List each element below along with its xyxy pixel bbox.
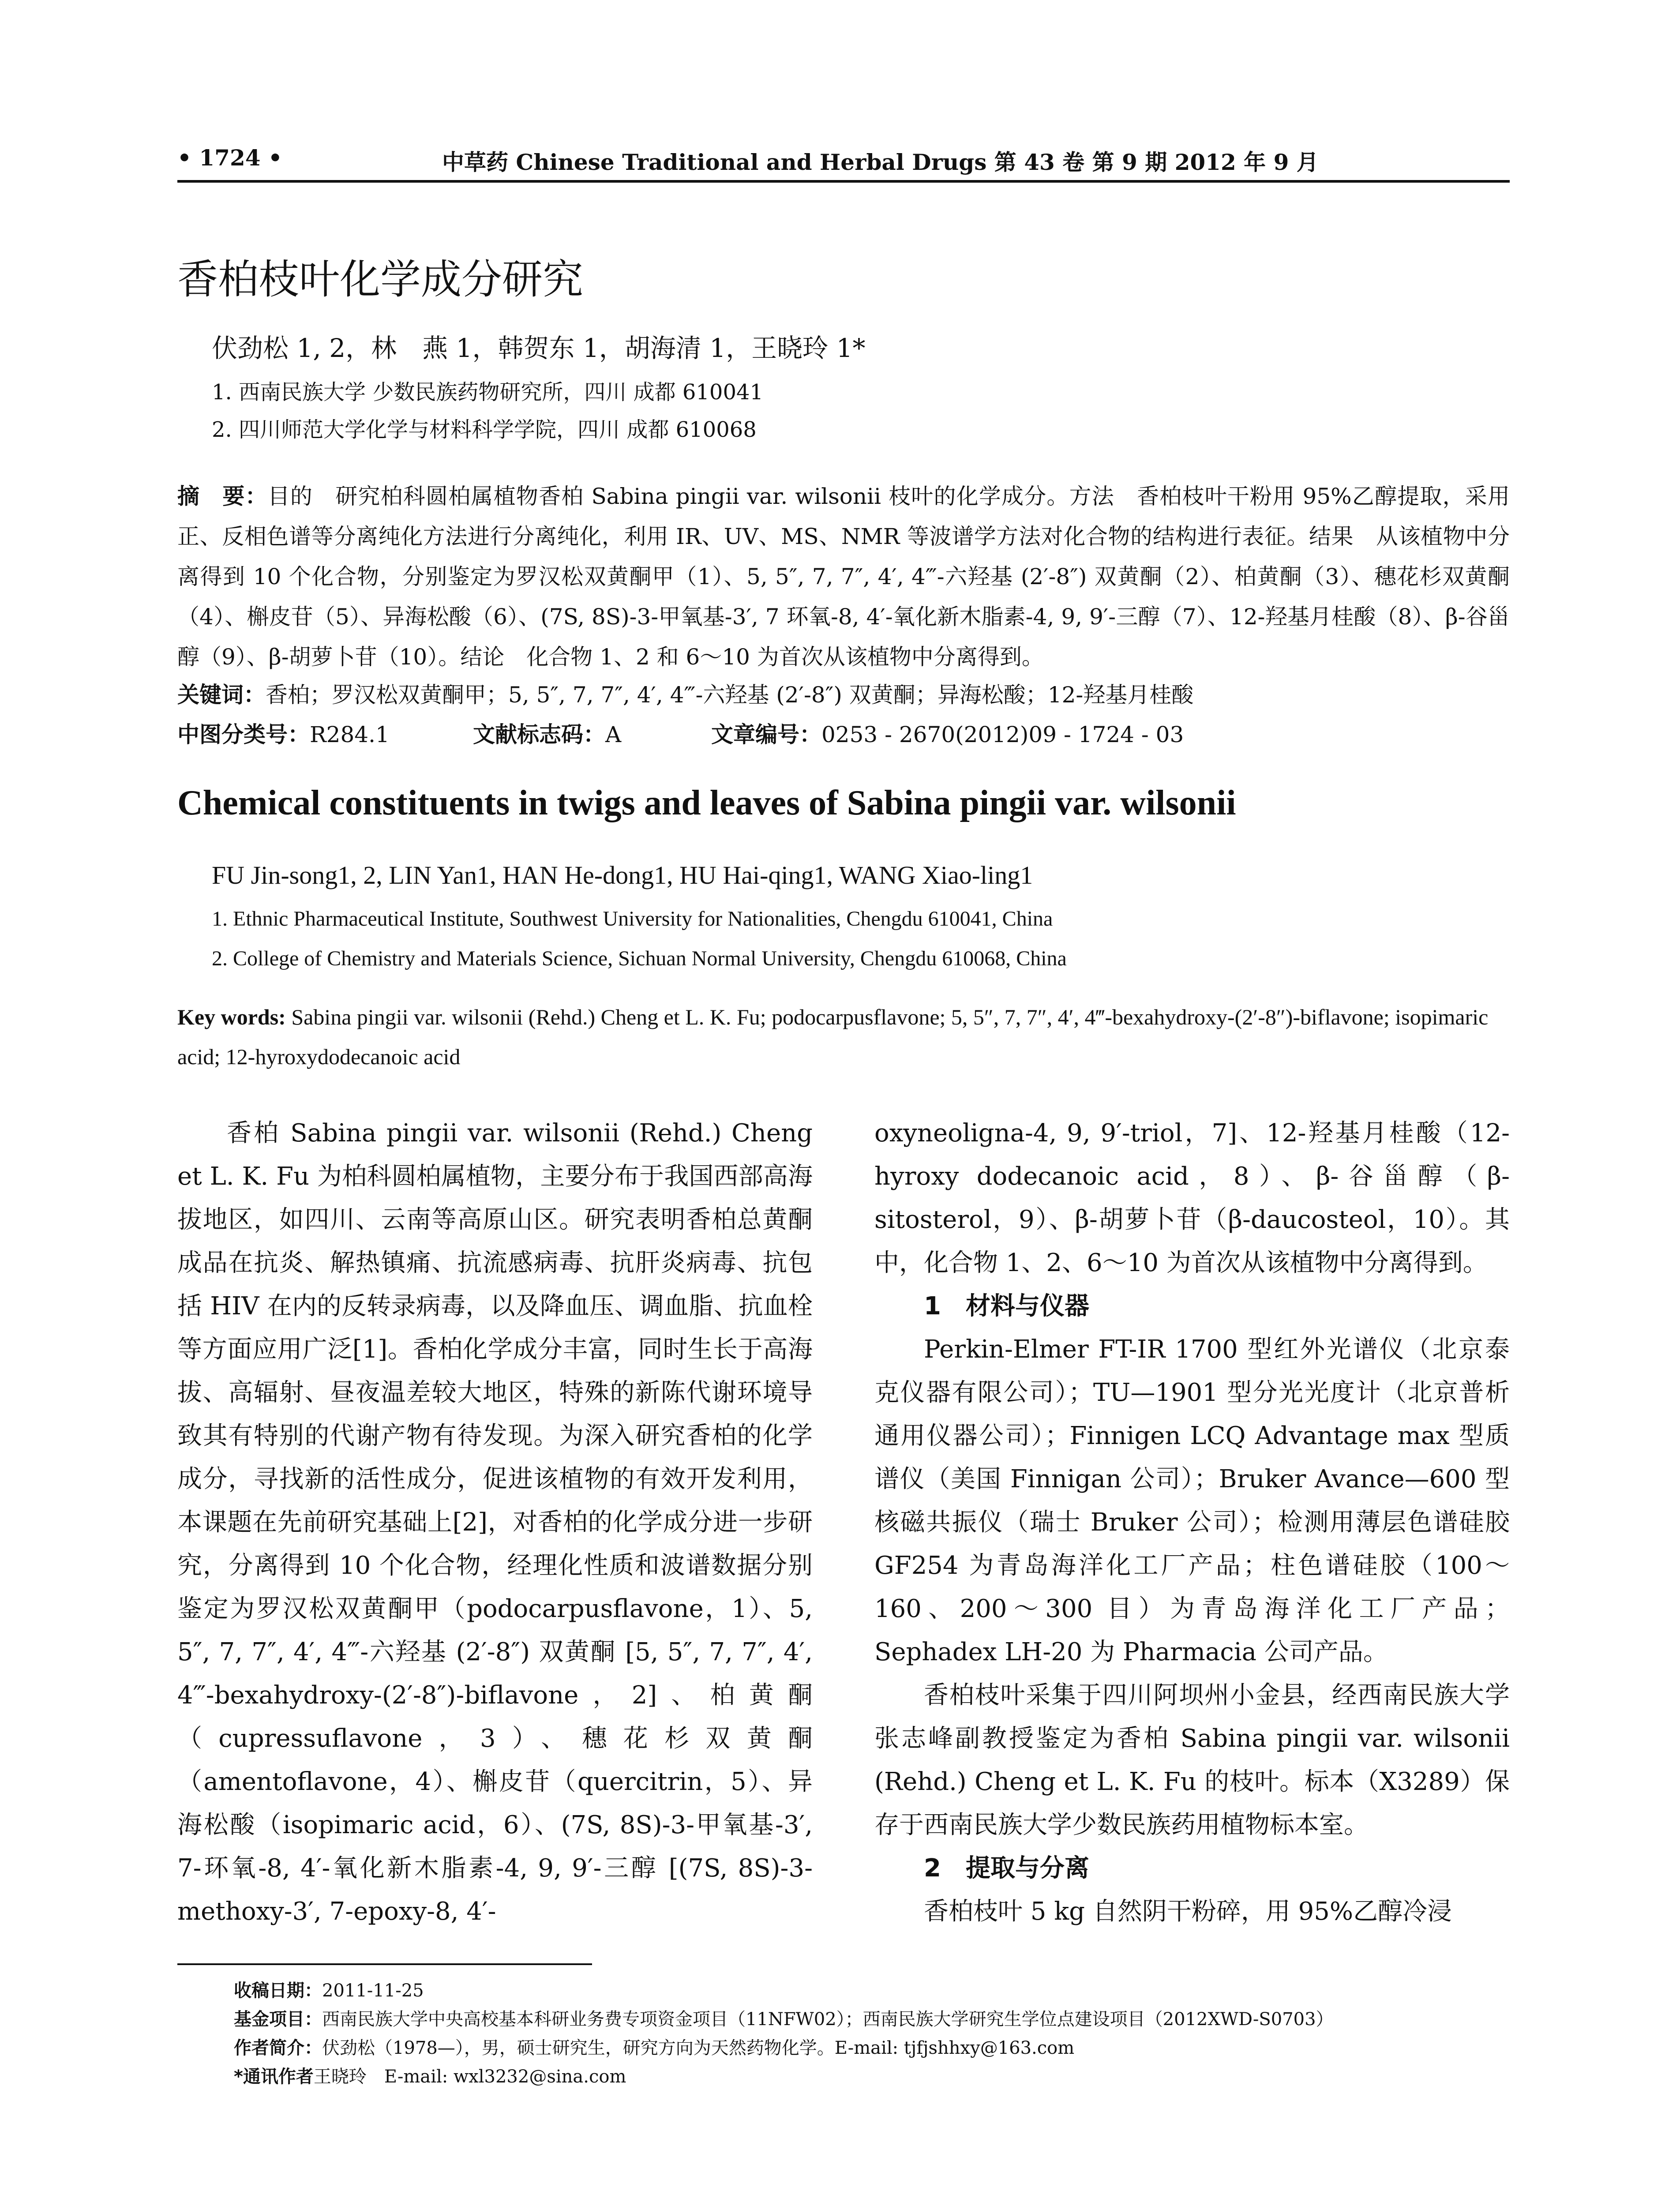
footnote-label: 基金项目： [234,2009,322,2030]
authors-en: FU Jin-song1, 2, LIN Yan1, HAN He-dong1, HU Hai-qing1, WANG Xiao-ling1 [212,861,1033,889]
affiliation-cn-1: 1. 西南民族大学 少数民族药物研究所，四川 成都 610041 [212,380,764,405]
footnote-funding [234,2005,1334,2030]
footnote-text: 王晓玲 E-mail: wxl3232@sina.com [313,2067,626,2087]
abstract-cn [177,476,1510,677]
page-number: • 1724 • [177,145,282,171]
clc-label: 中图分类号： [177,722,310,747]
page-header [177,140,1510,183]
footnote-label: *通讯作者 [234,2067,314,2087]
keywords-label: 关键词： [177,682,266,708]
journal-info: 中草药 Chinese Traditional and Herbal Drugs 第 43 卷 第 9 期 2012 年 9 月 [442,149,1319,175]
body-left-column [177,1112,813,1933]
footnote-received [234,1977,424,2002]
affiliation-cn-2: 2. 四川师范大学化学与材料科学学院，四川 成都 610068 [212,417,757,442]
classification-line [177,717,1510,749]
body-paragraph: Perkin-Elmer FT-IR 1700 型红外光谱仪（北京泰克仪器有限公司）；TU—1901 型分光光度计（北京普析通用仪器公司）；Finnigen LCQ Advantage max 型质谱仪（美国 Finnigan 公司）；Bruker Avance—600 型核磁共振仪（瑞士 Bruker 公司）；检测用薄层色谱硅胶 GF254 为青岛海洋化工厂产品；柱色谱硅胶（100～160、200～300 目）为青岛海洋化工厂产品；Sephadex LH-20 为 Pharmacia 公司产品。 [874,1335,1510,1666]
footnote-text: 2011-11-25 [322,1981,424,2001]
keywords-text: 香柏；罗汉松双黄酮甲；5, 5″, 7, 7″, 4′, 4‴-六羟基 (2′-8″) 双黄酮；异海松酸；12-羟基月桂酸 [266,682,1194,708]
keywords-en-label: Key words: [177,1005,286,1029]
affiliation-en-2: 2. College of Chemistry and Materials Science, Sichuan Normal University, Chengdu 610068, China [212,947,1067,970]
body-paragraph: 香柏枝叶 5 kg 自然阴干粉碎，用 95%乙醇冷浸 [924,1897,1452,1926]
title-en: Chemical constituents in twigs and leaves of Sabina pingii var. wilsonii [177,784,1236,822]
footnote-text: 伏劲松（1978—），男，硕士研究生，研究方向为天然药物化学。E-mail: tjfjshhxy@163.com [322,2038,1075,2058]
abstract-text: 目的 研究柏科圆柏属植物香柏 Sabina pingii var. wilsonii 枝叶的化学成分。方法 香柏枝叶干粉用 95%乙醇提取，采用正、反相色谱等分离纯化方法进行分离纯化，利用 IR、UV、MS、NMR 等波谱学方法对化合物的结构进行表征。结果 从该植物中分离得到 10 个化合物，分别鉴定为罗汉松双黄酮甲（1）、5, 5″, 7, 7″, 4′, 4‴-六羟基 (2′-8″) 双黄酮（2）、柏黄酮（3）、穗花杉双黄酮（4）、槲皮苷（5）、异海松酸（6）、(7S, 8S)-3-甲氧基-3′, 7 环氧-8, 4′-氧化新木脂素-4, 9, 9′-三醇（7）、12-羟基月桂酸（8）、β-谷甾醇（9）、β-胡萝卜苷（10）。结论 化合物 1、2 和 6～10 为首次从该植物中分离得到。 [177,484,1510,670]
doc-code-label: 文献标志码： [473,722,605,747]
footnote-author-bio [234,2034,1074,2059]
clc-code: R284.1 [310,722,390,747]
footnote-divider [177,1963,592,1965]
keywords-cn [177,677,1510,709]
footnote-corresponding [234,2063,626,2088]
doc-code: A [605,722,622,747]
body-paragraph: 香柏枝叶采集于四川阿坝州小金县，经西南民族大学张志峰副教授鉴定为香柏 Sabina pingii var. wilsonii (Rehd.) Cheng et L. K. Fu 的枝叶。标本（X3289）保存于西南民族大学少数民族药用植物标本室。 [874,1681,1510,1839]
abstract-label: 摘 要： [177,484,268,509]
affiliation-en-1: 1. Ethnic Pharmaceutical Institute, Southwest University for Nationalities, Chengdu 610041, China [212,907,1053,930]
footnote-text: 西南民族大学中央高校基本科研业务费专项资金项目（11NFW02）；西南民族大学研究生学位点建设项目（2012XWD-S0703） [322,2009,1334,2030]
body-paragraph: 香柏 Sabina pingii var. wilsonii (Rehd.) Cheng et L. K. Fu 为柏科圆柏属植物，主要分布于我国西部高海拔地区，如四川、云南等高原山区。研究表明香柏总黄酮成品在抗炎、解热镇痛、抗流感病毒、抗肝炎病毒、抗包括 HIV 在内的反转录病毒，以及降血压、调血脂、抗血栓等方面应用广泛[1]。香柏化学成分丰富，同时生长于高海拔、高辐射、昼夜温差较大地区，特殊的新陈代谢环境导致其有特别的代谢产物有待发现。为深入研究香柏的化学成分，寻找新的活性成分，促进该植物的有效开发利用，本课题在先前研究基础上[2]，对香柏的化学成分进一步研究，分离得到 10 个化合物，经理化性质和波谱数据分别鉴定为罗汉松双黄酮甲（podocarpusflavone，1）、5, 5″, 7, 7″, 4′, 4‴-六羟基 (2′-8″) 双黄酮 [5, 5″, 7, 7″, 4′, 4‴-bexahydroxy-(2′-8″)-biflavone，2]、柏黄酮（cupressuflavone，3）、穗花杉双黄酮（amentoflavone，4）、槲皮苷（quercitrin，5）、异海松酸（isopimaric acid，6）、(7S, 8S)-3-甲氧基-3′, 7-环氧-8, 4′-氧化新木脂素-4, 9, 9′-三醇 [(7S, 8S)-3-methoxy-3′, 7-epoxy-8, 4′- [177,1119,813,1926]
body-right-column [874,1112,1510,1933]
section-heading-1: 1 材料与仪器 [924,1292,1089,1321]
keywords-en-text: Sabina pingii var. wilsonii (Rehd.) Cheng et L. K. Fu; podocarpusflavone; 5, 5″, 7, 7″, 4′, 4‴-bexahydroxy-(2′-8″)-biflavone; isopimaric acid; 12-hyroxydodecanoic acid [177,1005,1489,1069]
keywords-en [177,997,1510,1077]
article-number-label: 文章编号： [711,722,821,747]
section-heading-2: 2 提取与分离 [924,1854,1089,1883]
title-cn: 香柏枝叶化学成分研究 [177,256,584,303]
footnote-label: 作者简介： [234,2038,322,2058]
article-number: 0253 - 2670(2012)09 - 1724 - 03 [821,722,1184,747]
body-paragraph: oxyneoligna-4, 9, 9′-triol，7]、12-羟基月桂酸（12-hyroxy dodecanoic acid，8）、β-谷甾醇（β-sitosterol，9）、β-胡萝卜苷（β-daucosteol，10）。其中，化合物 1、2、6～10 为首次从该植物中分离得到。 [874,1119,1510,1277]
footnote-label: 收稿日期： [234,1981,322,2001]
authors-cn: 伏劲松 1, 2，林 燕 1，韩贺东 1，胡海清 1，王晓玲 1* [212,333,866,363]
